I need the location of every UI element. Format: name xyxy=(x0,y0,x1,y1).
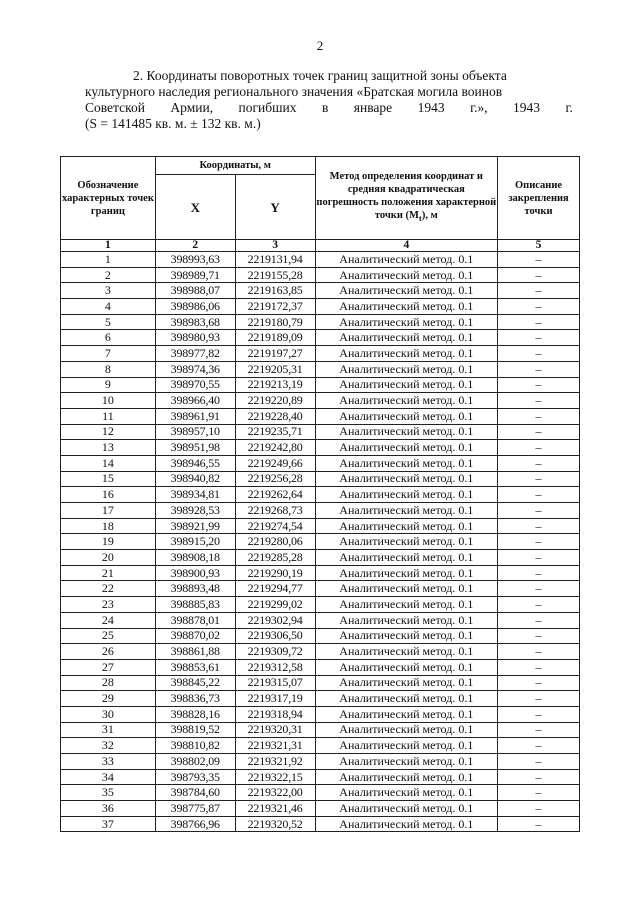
point-number-cell: 31 xyxy=(61,722,156,738)
y-coordinate-cell: 2219321,46 xyxy=(235,801,315,817)
x-coordinate-cell: 398775,87 xyxy=(155,801,235,817)
x-coordinate-cell: 398940,82 xyxy=(155,471,235,487)
description-cell: – xyxy=(498,785,580,801)
description-cell: – xyxy=(498,299,580,315)
x-coordinate-cell: 398946,55 xyxy=(155,455,235,471)
y-coordinate-cell: 2219322,00 xyxy=(235,785,315,801)
y-coordinate-cell: 2219299,02 xyxy=(235,597,315,613)
x-coordinate-cell: 398986,06 xyxy=(155,299,235,315)
table-row xyxy=(61,612,580,628)
heading-word: Армии, xyxy=(170,100,214,115)
table-row xyxy=(61,346,580,362)
x-coordinate-cell: 398828,16 xyxy=(155,706,235,722)
section-heading xyxy=(85,68,573,132)
method-cell: Аналитический метод. 0.1 xyxy=(315,722,498,738)
table-row xyxy=(61,314,580,330)
method-cell: Аналитический метод. 0.1 xyxy=(315,518,498,534)
point-number-cell: 21 xyxy=(61,565,156,581)
table-row xyxy=(61,283,580,299)
x-coordinate-cell: 398793,35 xyxy=(155,769,235,785)
table-row xyxy=(61,361,580,377)
method-cell: Аналитический метод. 0.1 xyxy=(315,283,498,299)
method-cell: Аналитический метод. 0.1 xyxy=(315,252,498,268)
point-number-cell: 7 xyxy=(61,346,156,362)
y-coordinate-cell: 2219213,19 xyxy=(235,377,315,393)
header-x: X xyxy=(155,175,235,240)
point-number-cell: 23 xyxy=(61,597,156,613)
point-number-cell: 19 xyxy=(61,534,156,550)
description-cell: – xyxy=(498,252,580,268)
method-cell: Аналитический метод. 0.1 xyxy=(315,377,498,393)
description-cell: – xyxy=(498,628,580,644)
description-cell: – xyxy=(498,283,580,299)
heading-word: 1943 xyxy=(417,100,445,115)
table-row xyxy=(61,644,580,660)
y-coordinate-cell: 2219274,54 xyxy=(235,518,315,534)
point-number-cell: 30 xyxy=(61,706,156,722)
description-cell: – xyxy=(498,754,580,770)
description-cell: – xyxy=(498,612,580,628)
table-row xyxy=(61,691,580,707)
x-coordinate-cell: 398845,22 xyxy=(155,675,235,691)
column-number: 5 xyxy=(498,240,580,252)
table-row xyxy=(61,738,580,754)
y-coordinate-cell: 2219197,27 xyxy=(235,346,315,362)
table-row xyxy=(61,330,580,346)
x-coordinate-cell: 398853,61 xyxy=(155,659,235,675)
heading-line-4: (S = 141485 кв. м. ± 132 кв. м.) xyxy=(85,116,261,131)
x-coordinate-cell: 398878,01 xyxy=(155,612,235,628)
x-coordinate-cell: 398970,55 xyxy=(155,377,235,393)
y-coordinate-cell: 2219189,09 xyxy=(235,330,315,346)
point-number-cell: 17 xyxy=(61,503,156,519)
column-number: 4 xyxy=(315,240,498,252)
y-coordinate-cell: 2219285,28 xyxy=(235,550,315,566)
table-row xyxy=(61,503,580,519)
x-coordinate-cell: 398885,83 xyxy=(155,597,235,613)
description-cell: – xyxy=(498,424,580,440)
x-coordinate-cell: 398966,40 xyxy=(155,393,235,409)
heading-word: 1943 xyxy=(513,100,541,115)
method-cell: Аналитический метод. 0.1 xyxy=(315,534,498,550)
point-number-cell: 33 xyxy=(61,754,156,770)
method-cell: Аналитический метод. 0.1 xyxy=(315,299,498,315)
x-coordinate-cell: 398784,60 xyxy=(155,785,235,801)
point-number-cell: 24 xyxy=(61,612,156,628)
point-number-cell: 13 xyxy=(61,440,156,456)
point-number-cell: 1 xyxy=(61,252,156,268)
y-coordinate-cell: 2219249,66 xyxy=(235,455,315,471)
table-row xyxy=(61,518,580,534)
heading-word: погибших xyxy=(238,100,297,115)
point-number-cell: 6 xyxy=(61,330,156,346)
point-number-cell: 10 xyxy=(61,393,156,409)
y-coordinate-cell: 2219290,19 xyxy=(235,565,315,581)
point-number-cell: 14 xyxy=(61,455,156,471)
x-coordinate-cell: 398908,18 xyxy=(155,550,235,566)
table-row xyxy=(61,455,580,471)
page-number: 2 xyxy=(316,38,324,53)
description-cell: – xyxy=(498,706,580,722)
x-coordinate-cell: 398974,36 xyxy=(155,361,235,377)
heading-word: в xyxy=(321,100,329,115)
y-coordinate-cell: 2219312,58 xyxy=(235,659,315,675)
table-row xyxy=(61,722,580,738)
table-row xyxy=(61,471,580,487)
method-cell: Аналитический метод. 0.1 xyxy=(315,659,498,675)
point-number-cell: 28 xyxy=(61,675,156,691)
point-number-cell: 18 xyxy=(61,518,156,534)
table-row xyxy=(61,754,580,770)
table-row xyxy=(61,377,580,393)
table-row xyxy=(61,816,580,832)
description-cell: – xyxy=(498,377,580,393)
method-cell: Аналитический метод. 0.1 xyxy=(315,628,498,644)
method-cell: Аналитический метод. 0.1 xyxy=(315,597,498,613)
point-number-cell: 2 xyxy=(61,267,156,283)
y-coordinate-cell: 2219235,71 xyxy=(235,424,315,440)
description-cell: – xyxy=(498,644,580,660)
description-cell: – xyxy=(498,738,580,754)
method-cell: Аналитический метод. 0.1 xyxy=(315,393,498,409)
x-coordinate-cell: 398983,68 xyxy=(155,314,235,330)
y-coordinate-cell: 2219320,31 xyxy=(235,722,315,738)
point-number-cell: 9 xyxy=(61,377,156,393)
description-cell: – xyxy=(498,503,580,519)
method-cell: Аналитический метод. 0.1 xyxy=(315,487,498,503)
method-cell: Аналитический метод. 0.1 xyxy=(315,408,498,424)
description-cell: – xyxy=(498,659,580,675)
table-row xyxy=(61,424,580,440)
table-row xyxy=(61,550,580,566)
header-coordinates: Координаты, м xyxy=(155,157,315,175)
column-number-row xyxy=(61,240,580,252)
y-coordinate-cell: 2219302,94 xyxy=(235,612,315,628)
table-row xyxy=(61,706,580,722)
method-cell: Аналитический метод. 0.1 xyxy=(315,440,498,456)
point-number-cell: 5 xyxy=(61,314,156,330)
description-cell: – xyxy=(498,471,580,487)
heading-word: г.», xyxy=(470,100,488,115)
y-coordinate-cell: 2219242,80 xyxy=(235,440,315,456)
method-cell: Аналитический метод. 0.1 xyxy=(315,691,498,707)
header-y: Y xyxy=(235,175,315,240)
table-row xyxy=(61,801,580,817)
y-coordinate-cell: 2219309,72 xyxy=(235,644,315,660)
y-coordinate-cell: 2219315,07 xyxy=(235,675,315,691)
method-cell: Аналитический метод. 0.1 xyxy=(315,785,498,801)
y-coordinate-cell: 2219318,94 xyxy=(235,706,315,722)
coordinates-table xyxy=(60,156,580,832)
point-number-cell: 11 xyxy=(61,408,156,424)
method-cell: Аналитический метод. 0.1 xyxy=(315,644,498,660)
x-coordinate-cell: 398861,88 xyxy=(155,644,235,660)
column-number: 1 xyxy=(61,240,156,252)
header-designation: Обозначение характерных точек границ xyxy=(61,157,156,240)
description-cell: – xyxy=(498,393,580,409)
method-cell: Аналитический метод. 0.1 xyxy=(315,581,498,597)
method-cell: Аналитический метод. 0.1 xyxy=(315,455,498,471)
description-cell: – xyxy=(498,487,580,503)
x-coordinate-cell: 398836,73 xyxy=(155,691,235,707)
table-row xyxy=(61,597,580,613)
table-row xyxy=(61,675,580,691)
y-coordinate-cell: 2219320,52 xyxy=(235,816,315,832)
y-coordinate-cell: 2219256,28 xyxy=(235,471,315,487)
description-cell: – xyxy=(498,440,580,456)
heading-line-2: культурного наследия регионального значения «Братская могила воинов xyxy=(85,84,503,99)
x-coordinate-cell: 398810,82 xyxy=(155,738,235,754)
method-cell: Аналитический метод. 0.1 xyxy=(315,565,498,581)
point-number-cell: 27 xyxy=(61,659,156,675)
y-coordinate-cell: 2219321,31 xyxy=(235,738,315,754)
table-row xyxy=(61,393,580,409)
y-coordinate-cell: 2219317,19 xyxy=(235,691,315,707)
description-cell: – xyxy=(498,455,580,471)
point-number-cell: 8 xyxy=(61,361,156,377)
method-cell: Аналитический метод. 0.1 xyxy=(315,675,498,691)
table-row xyxy=(61,487,580,503)
method-cell: Аналитический метод. 0.1 xyxy=(315,424,498,440)
point-number-cell: 25 xyxy=(61,628,156,644)
x-coordinate-cell: 398980,93 xyxy=(155,330,235,346)
header-method-subscript: t xyxy=(418,213,422,224)
method-cell: Аналитический метод. 0.1 xyxy=(315,769,498,785)
x-coordinate-cell: 398915,20 xyxy=(155,534,235,550)
method-cell: Аналитический метод. 0.1 xyxy=(315,346,498,362)
method-cell: Аналитический метод. 0.1 xyxy=(315,550,498,566)
description-cell: – xyxy=(498,801,580,817)
header-description: Описание закрепления точки xyxy=(498,157,580,240)
point-number-cell: 32 xyxy=(61,738,156,754)
description-cell: – xyxy=(498,597,580,613)
method-cell: Аналитический метод. 0.1 xyxy=(315,754,498,770)
method-cell: Аналитический метод. 0.1 xyxy=(315,330,498,346)
method-cell: Аналитический метод. 0.1 xyxy=(315,471,498,487)
description-cell: – xyxy=(498,346,580,362)
x-coordinate-cell: 398961,91 xyxy=(155,408,235,424)
y-coordinate-cell: 2219322,15 xyxy=(235,769,315,785)
x-coordinate-cell: 398766,96 xyxy=(155,816,235,832)
y-coordinate-cell: 2219220,89 xyxy=(235,393,315,409)
x-coordinate-cell: 398957,10 xyxy=(155,424,235,440)
point-number-cell: 22 xyxy=(61,581,156,597)
x-coordinate-cell: 398802,09 xyxy=(155,754,235,770)
description-cell: – xyxy=(498,534,580,550)
table-row xyxy=(61,659,580,675)
heading-line-1: 2. Координаты поворотных точек границ защитной зоны объекта xyxy=(133,68,507,83)
point-number-cell: 3 xyxy=(61,283,156,299)
x-coordinate-cell: 398870,02 xyxy=(155,628,235,644)
y-coordinate-cell: 2219306,50 xyxy=(235,628,315,644)
point-number-cell: 29 xyxy=(61,691,156,707)
method-cell: Аналитический метод. 0.1 xyxy=(315,267,498,283)
table-row xyxy=(61,299,580,315)
method-cell: Аналитический метод. 0.1 xyxy=(315,503,498,519)
column-number: 3 xyxy=(235,240,315,252)
point-number-cell: 34 xyxy=(61,769,156,785)
y-coordinate-cell: 2219268,73 xyxy=(235,503,315,519)
x-coordinate-cell: 398988,07 xyxy=(155,283,235,299)
method-cell: Аналитический метод. 0.1 xyxy=(315,706,498,722)
method-cell: Аналитический метод. 0.1 xyxy=(315,361,498,377)
description-cell: – xyxy=(498,816,580,832)
method-cell: Аналитический метод. 0.1 xyxy=(315,612,498,628)
method-cell: Аналитический метод. 0.1 xyxy=(315,314,498,330)
x-coordinate-cell: 398928,53 xyxy=(155,503,235,519)
y-coordinate-cell: 2219155,28 xyxy=(235,267,315,283)
x-coordinate-cell: 398893,48 xyxy=(155,581,235,597)
description-cell: – xyxy=(498,267,580,283)
point-number-cell: 26 xyxy=(61,644,156,660)
y-coordinate-cell: 2219280,06 xyxy=(235,534,315,550)
y-coordinate-cell: 2219294,77 xyxy=(235,581,315,597)
heading-line-3 xyxy=(85,100,573,116)
table-row xyxy=(61,628,580,644)
x-coordinate-cell: 398934,81 xyxy=(155,487,235,503)
table-row xyxy=(61,769,580,785)
table-row xyxy=(61,534,580,550)
x-coordinate-cell: 398993,63 xyxy=(155,252,235,268)
point-number-cell: 37 xyxy=(61,816,156,832)
description-cell: – xyxy=(498,550,580,566)
x-coordinate-cell: 398989,71 xyxy=(155,267,235,283)
table-row xyxy=(61,581,580,597)
heading-word: Советской xyxy=(85,100,145,115)
y-coordinate-cell: 2219172,37 xyxy=(235,299,315,315)
point-number-cell: 4 xyxy=(61,299,156,315)
point-number-cell: 12 xyxy=(61,424,156,440)
y-coordinate-cell: 2219321,92 xyxy=(235,754,315,770)
description-cell: – xyxy=(498,722,580,738)
point-number-cell: 16 xyxy=(61,487,156,503)
heading-word: январе xyxy=(353,100,393,115)
table-row xyxy=(61,565,580,581)
description-cell: – xyxy=(498,565,580,581)
table-row xyxy=(61,785,580,801)
y-coordinate-cell: 2219205,31 xyxy=(235,361,315,377)
x-coordinate-cell: 398921,99 xyxy=(155,518,235,534)
x-coordinate-cell: 398977,82 xyxy=(155,346,235,362)
description-cell: – xyxy=(498,330,580,346)
heading-word: г. xyxy=(565,100,573,115)
method-cell: Аналитический метод. 0.1 xyxy=(315,816,498,832)
table-row xyxy=(61,252,580,268)
point-number-cell: 20 xyxy=(61,550,156,566)
y-coordinate-cell: 2219163,85 xyxy=(235,283,315,299)
description-cell: – xyxy=(498,314,580,330)
y-coordinate-cell: 2219262,64 xyxy=(235,487,315,503)
x-coordinate-cell: 398900,93 xyxy=(155,565,235,581)
x-coordinate-cell: 398951,98 xyxy=(155,440,235,456)
description-cell: – xyxy=(498,518,580,534)
description-cell: – xyxy=(498,581,580,597)
description-cell: – xyxy=(498,769,580,785)
header-method xyxy=(315,157,498,240)
header-method-text: Метод определения координат и средняя квадратическая погрешность положения характерной точки $(M_t)$, м xyxy=(316,171,497,224)
description-cell: – xyxy=(498,361,580,377)
y-coordinate-cell: 2219228,40 xyxy=(235,408,315,424)
table-row xyxy=(61,440,580,456)
point-number-cell: 15 xyxy=(61,471,156,487)
description-cell: – xyxy=(498,408,580,424)
description-cell: – xyxy=(498,691,580,707)
point-number-cell: 36 xyxy=(61,801,156,817)
y-coordinate-cell: 2219180,79 xyxy=(235,314,315,330)
method-cell: Аналитический метод. 0.1 xyxy=(315,801,498,817)
table-row xyxy=(61,408,580,424)
y-coordinate-cell: 2219131,94 xyxy=(235,252,315,268)
column-number: 2 xyxy=(155,240,235,252)
point-number-cell: 35 xyxy=(61,785,156,801)
method-cell: Аналитический метод. 0.1 xyxy=(315,738,498,754)
x-coordinate-cell: 398819,52 xyxy=(155,722,235,738)
table-row xyxy=(61,267,580,283)
description-cell: – xyxy=(498,675,580,691)
